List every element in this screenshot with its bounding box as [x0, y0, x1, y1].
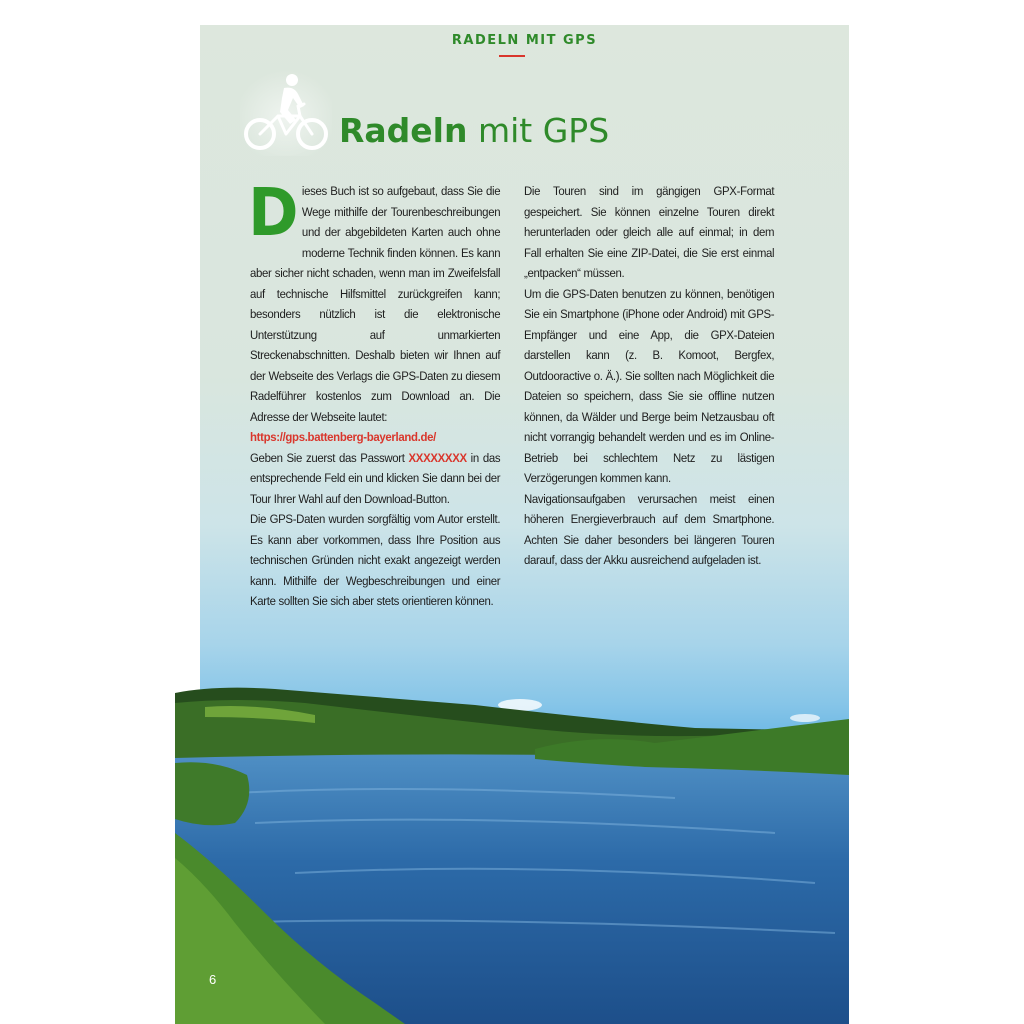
- page-number: 6: [209, 972, 217, 987]
- password-text-after: in das entsprechende Feld ein und klicken Sie dann bei der Tour Ihrer Wahl auf den Download-Button.: [250, 450, 501, 506]
- paragraph: [250, 448, 500, 510]
- left-text-column: [248, 174, 501, 612]
- running-header: RADELN MIT GPS: [451, 33, 598, 48]
- paragraph: [248, 174, 501, 427]
- password-text-before: Geben Sie zuerst das Passwort: [250, 450, 409, 465]
- gps-download-link[interactable]: https://gps.battenberg-bayerland.de/: [250, 430, 437, 444]
- password-placeholder: XXXXXXXX: [408, 450, 467, 465]
- paragraph: Die Touren sind im gängigen GPX-Format gespeichert. Sie können einzelne Touren direkt herunterladen oder gleich alle auf einmal; in dem Fall erhalten Sie eine ZIP-Datei, die Sie erst einmal „entpacken“ müssen.: [524, 184, 775, 280]
- drop-cap: D: [248, 174, 299, 251]
- paragraph: Die GPS-Daten wurden sorgfältig vom Autor erstellt. Es kann aber vorkommen, dass Ihre Position aus technischen Gründen nicht exakt angezeigt werden kann. Mithilfe der Wegbeschreibungen und einer Karte sollten Sie sich aber stets orientieren können.: [250, 512, 501, 608]
- paragraph: Navigationsaufgaben verursachen meist einen höheren Energieverbrauch auf dem Smartphone. Achten Sie daher besonders bei längeren Touren darauf, dass der Akku ausreichend aufgeladen ist.: [524, 491, 775, 567]
- cyclist-icon: [240, 70, 332, 156]
- intro-text: ieses Buch ist so aufgebaut, dass Sie die Wege mithilfe der Tourenbeschreibungen und der abgebildeten Karten auch ohne moderne Technik finden können. Es kann aber sicher nicht schaden, wenn man im Zweifelsfall auf technische Hilfsmittel zurückgreifen kann; besonders nützlich ist die elektronische Unterstützung auf unmarkierten Streckenabschnitten. Deshalb bieten wir Ihnen auf der Webseite des Verlags die GPS-Daten zu diesem Radelführer kostenlos zum Download an. Die Adresse der Webseite lautet:: [250, 184, 501, 424]
- chapter-title-rest: mit GPS: [467, 111, 610, 150]
- chapter-title-bold: Radeln: [339, 111, 468, 150]
- river-landscape-photo: [175, 683, 849, 1024]
- header-rule: [499, 55, 525, 57]
- right-text-column: [524, 181, 774, 571]
- chapter-title: [339, 111, 609, 150]
- paragraph: Um die GPS-Daten benutzen zu können, benötigen Sie ein Smartphone (iPhone oder Android) mit GPS-Empfänger und eine App, die GPX-Dateien darstellen kann (z. B. Komoot, Bergfex, Outdooractive o. Ä.). Sie sollten nach Möglichkeit die Dateien so speichern, dass Sie sie offline nutzen können, da Wälder und Berge beim Netzausbau oft nicht vorrangig behandelt werden und es im Online-Betrieb bei schlechtem Netz zu lästigen Verzögerungen kommen kann.: [524, 286, 775, 485]
